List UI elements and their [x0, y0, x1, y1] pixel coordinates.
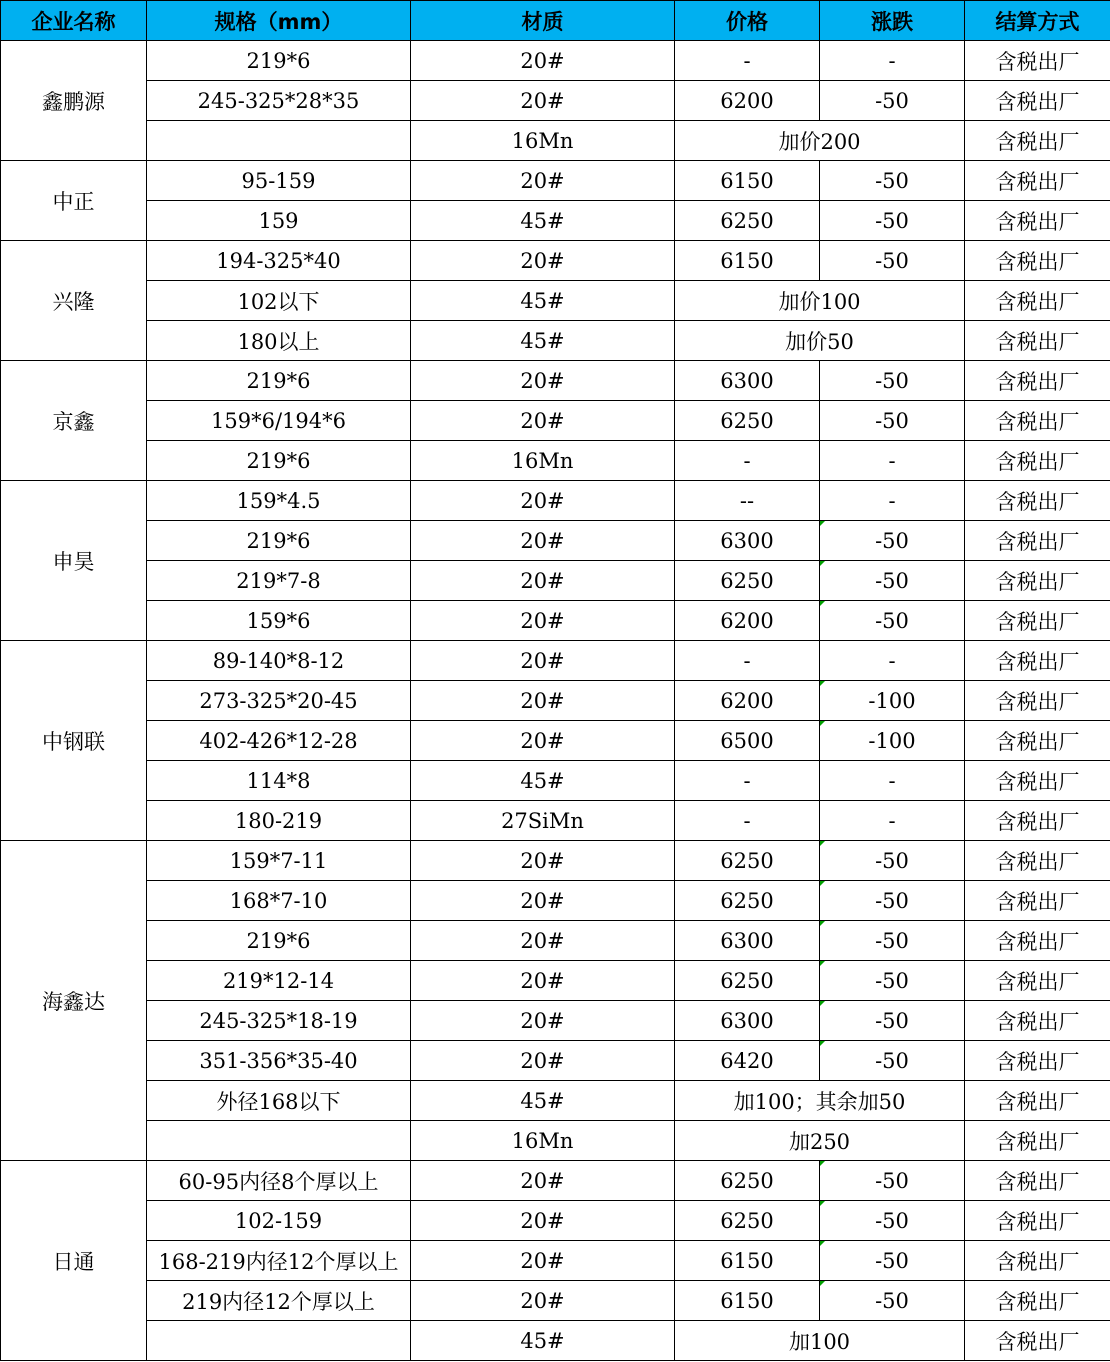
- table-row: [1, 1041, 1110, 1081]
- spec-cell: 219*7-8: [147, 561, 411, 601]
- header-material: 材质: [411, 1, 675, 41]
- change-cell: -50: [820, 1041, 965, 1081]
- spec-cell: 159*4.5: [147, 481, 411, 521]
- price-cell: 6300: [675, 921, 820, 961]
- change-cell: -50: [820, 1001, 965, 1041]
- material-cell: 20#: [411, 721, 675, 761]
- spec-cell: 245-325*28*35: [147, 81, 411, 121]
- settlement-cell: 含税出厂: [965, 761, 1110, 801]
- material-cell: 20#: [411, 601, 675, 641]
- price-note-cell: 加价100: [675, 281, 965, 321]
- table-row: [1, 961, 1110, 1001]
- table-body: [1, 41, 1110, 1361]
- change-cell: -: [820, 481, 965, 521]
- table-row: [1, 361, 1110, 401]
- company-cell: 申昊: [1, 481, 147, 641]
- company-cell: 中正: [1, 161, 147, 241]
- change-cell: -50: [820, 881, 965, 921]
- price-cell: -: [675, 801, 820, 841]
- table-row: [1, 401, 1110, 441]
- spec-cell: 219*6: [147, 41, 411, 81]
- price-cell: 6250: [675, 201, 820, 241]
- table-row: [1, 721, 1110, 761]
- table-row: [1, 281, 1110, 321]
- price-cell: 6150: [675, 1241, 820, 1281]
- material-cell: 20#: [411, 561, 675, 601]
- table-row: [1, 1201, 1110, 1241]
- change-cell: -50: [820, 81, 965, 121]
- table-row: [1, 41, 1110, 81]
- table-row: [1, 761, 1110, 801]
- change-cell: -50: [820, 521, 965, 561]
- settlement-cell: 含税出厂: [965, 921, 1110, 961]
- material-cell: 20#: [411, 1001, 675, 1041]
- material-cell: 20#: [411, 1041, 675, 1081]
- spec-cell: 外径168以下: [147, 1081, 411, 1121]
- settlement-cell: 含税出厂: [965, 681, 1110, 721]
- header-row: [1, 1, 1110, 41]
- spec-cell: 102以下: [147, 281, 411, 321]
- company-cell: 京鑫: [1, 361, 147, 481]
- spec-cell: 159*6/194*6: [147, 401, 411, 441]
- table-row: [1, 881, 1110, 921]
- change-cell: -50: [820, 1161, 965, 1201]
- settlement-cell: 含税出厂: [965, 161, 1110, 201]
- company-cell: 中钢联: [1, 641, 147, 841]
- settlement-cell: 含税出厂: [965, 1201, 1110, 1241]
- table-row: [1, 801, 1110, 841]
- price-cell: 6250: [675, 881, 820, 921]
- settlement-cell: 含税出厂: [965, 81, 1110, 121]
- change-cell: -50: [820, 161, 965, 201]
- price-cell: --: [675, 481, 820, 521]
- material-cell: 16Mn: [411, 441, 675, 481]
- settlement-cell: 含税出厂: [965, 241, 1110, 281]
- settlement-cell: 含税出厂: [965, 561, 1110, 601]
- material-cell: 45#: [411, 761, 675, 801]
- material-cell: 20#: [411, 1281, 675, 1321]
- price-cell: -: [675, 641, 820, 681]
- price-cell: -: [675, 761, 820, 801]
- price-note-cell: 加价200: [675, 121, 965, 161]
- settlement-cell: 含税出厂: [965, 601, 1110, 641]
- table-row: [1, 1281, 1110, 1321]
- material-cell: 20#: [411, 1161, 675, 1201]
- header-company: 企业名称: [1, 1, 147, 41]
- price-cell: 6200: [675, 81, 820, 121]
- company-cell: 日通: [1, 1161, 147, 1361]
- settlement-cell: 含税出厂: [965, 1041, 1110, 1081]
- price-cell: 6200: [675, 601, 820, 641]
- settlement-cell: 含税出厂: [965, 361, 1110, 401]
- settlement-cell: 含税出厂: [965, 1241, 1110, 1281]
- price-cell: 6150: [675, 1281, 820, 1321]
- material-cell: 45#: [411, 1321, 675, 1361]
- settlement-cell: 含税出厂: [965, 1161, 1110, 1201]
- table-row: [1, 201, 1110, 241]
- price-cell: 6250: [675, 401, 820, 441]
- settlement-cell: 含税出厂: [965, 1281, 1110, 1321]
- table-row: [1, 321, 1110, 361]
- spec-cell: 219*6: [147, 921, 411, 961]
- change-cell: -50: [820, 241, 965, 281]
- material-cell: 20#: [411, 361, 675, 401]
- material-cell: 20#: [411, 1201, 675, 1241]
- price-cell: 6150: [675, 161, 820, 201]
- spec-cell: 168*7-10: [147, 881, 411, 921]
- price-cell: -: [675, 41, 820, 81]
- spec-cell: 159: [147, 201, 411, 241]
- material-cell: 20#: [411, 921, 675, 961]
- table-row: [1, 81, 1110, 121]
- table-row: [1, 121, 1110, 161]
- spec-cell: 219内径12个厚以上: [147, 1281, 411, 1321]
- table-row: [1, 681, 1110, 721]
- material-cell: 20#: [411, 521, 675, 561]
- price-cell: 6250: [675, 1201, 820, 1241]
- spec-cell: 194-325*40: [147, 241, 411, 281]
- spec-cell: 219*6: [147, 441, 411, 481]
- material-cell: 20#: [411, 41, 675, 81]
- header-settlement: 结算方式: [965, 1, 1110, 41]
- spec-cell: [147, 1121, 411, 1161]
- material-cell: 20#: [411, 161, 675, 201]
- change-cell: -50: [820, 561, 965, 601]
- price-cell: 6300: [675, 1001, 820, 1041]
- material-cell: 45#: [411, 1081, 675, 1121]
- header-change: 涨跌: [820, 1, 965, 41]
- settlement-cell: 含税出厂: [965, 481, 1110, 521]
- price-note-cell: 加价50: [675, 321, 965, 361]
- change-cell: -50: [820, 601, 965, 641]
- spec-cell: [147, 1321, 411, 1361]
- settlement-cell: 含税出厂: [965, 41, 1110, 81]
- table-row: [1, 561, 1110, 601]
- table-row: [1, 1121, 1110, 1161]
- settlement-cell: 含税出厂: [965, 961, 1110, 1001]
- settlement-cell: 含税出厂: [965, 641, 1110, 681]
- material-cell: 27SiMn: [411, 801, 675, 841]
- settlement-cell: 含税出厂: [965, 521, 1110, 561]
- spec-cell: [147, 121, 411, 161]
- spec-cell: 159*6: [147, 601, 411, 641]
- table-row: [1, 641, 1110, 681]
- settlement-cell: 含税出厂: [965, 321, 1110, 361]
- table-row: [1, 241, 1110, 281]
- settlement-cell: 含税出厂: [965, 721, 1110, 761]
- spec-cell: 180-219: [147, 801, 411, 841]
- price-cell: 6250: [675, 1161, 820, 1201]
- change-cell: -50: [820, 921, 965, 961]
- spec-cell: 180以上: [147, 321, 411, 361]
- spec-cell: 114*8: [147, 761, 411, 801]
- change-cell: -50: [820, 841, 965, 881]
- material-cell: 45#: [411, 201, 675, 241]
- spec-cell: 245-325*18-19: [147, 1001, 411, 1041]
- settlement-cell: 含税出厂: [965, 881, 1110, 921]
- settlement-cell: 含税出厂: [965, 841, 1110, 881]
- material-cell: 20#: [411, 881, 675, 921]
- spec-cell: 351-356*35-40: [147, 1041, 411, 1081]
- change-cell: -50: [820, 1201, 965, 1241]
- material-cell: 20#: [411, 401, 675, 441]
- company-cell: 兴隆: [1, 241, 147, 361]
- change-cell: -: [820, 41, 965, 81]
- spec-cell: 273-325*20-45: [147, 681, 411, 721]
- price-note-cell: 加250: [675, 1121, 965, 1161]
- material-cell: 45#: [411, 281, 675, 321]
- header-price: 价格: [675, 1, 820, 41]
- material-cell: 20#: [411, 1241, 675, 1281]
- price-cell: 6500: [675, 721, 820, 761]
- price-cell: -: [675, 441, 820, 481]
- price-cell: 6250: [675, 961, 820, 1001]
- change-cell: -50: [820, 361, 965, 401]
- material-cell: 20#: [411, 681, 675, 721]
- change-cell: -50: [820, 961, 965, 1001]
- settlement-cell: 含税出厂: [965, 801, 1110, 841]
- spec-cell: 219*6: [147, 521, 411, 561]
- change-cell: -: [820, 641, 965, 681]
- table-row: [1, 161, 1110, 201]
- table-row: [1, 481, 1110, 521]
- company-cell: 海鑫达: [1, 841, 147, 1161]
- change-cell: -50: [820, 401, 965, 441]
- settlement-cell: 含税出厂: [965, 1081, 1110, 1121]
- change-cell: -100: [820, 681, 965, 721]
- change-cell: -: [820, 801, 965, 841]
- spec-cell: 168-219内径12个厚以上: [147, 1241, 411, 1281]
- change-cell: -50: [820, 1241, 965, 1281]
- spec-cell: 89-140*8-12: [147, 641, 411, 681]
- header-spec: 规格（mm）: [147, 1, 411, 41]
- price-cell: 6420: [675, 1041, 820, 1081]
- price-cell: 6150: [675, 241, 820, 281]
- material-cell: 16Mn: [411, 1121, 675, 1161]
- settlement-cell: 含税出厂: [965, 1321, 1110, 1361]
- settlement-cell: 含税出厂: [965, 201, 1110, 241]
- material-cell: 20#: [411, 641, 675, 681]
- table-row: [1, 1321, 1110, 1361]
- settlement-cell: 含税出厂: [965, 441, 1110, 481]
- price-cell: 6300: [675, 521, 820, 561]
- spec-cell: 219*12-14: [147, 961, 411, 1001]
- table-row: [1, 1081, 1110, 1121]
- material-cell: 20#: [411, 961, 675, 1001]
- price-cell: 6250: [675, 841, 820, 881]
- spec-cell: 402-426*12-28: [147, 721, 411, 761]
- price-note-cell: 加100；其余加50: [675, 1081, 965, 1121]
- table-row: [1, 1241, 1110, 1281]
- settlement-cell: 含税出厂: [965, 281, 1110, 321]
- spec-cell: 219*6: [147, 361, 411, 401]
- price-cell: 6300: [675, 361, 820, 401]
- company-cell: 鑫鹏源: [1, 41, 147, 161]
- price-note-cell: 加100: [675, 1321, 965, 1361]
- settlement-cell: 含税出厂: [965, 401, 1110, 441]
- settlement-cell: 含税出厂: [965, 1121, 1110, 1161]
- material-cell: 16Mn: [411, 121, 675, 161]
- table-row: [1, 601, 1110, 641]
- table-row: [1, 841, 1110, 881]
- change-cell: -100: [820, 721, 965, 761]
- change-cell: -: [820, 441, 965, 481]
- settlement-cell: 含税出厂: [965, 1001, 1110, 1041]
- settlement-cell: 含税出厂: [965, 121, 1110, 161]
- price-cell: 6250: [675, 561, 820, 601]
- material-cell: 20#: [411, 481, 675, 521]
- table-row: [1, 1001, 1110, 1041]
- table-row: [1, 921, 1110, 961]
- material-cell: 45#: [411, 321, 675, 361]
- table-row: [1, 1161, 1110, 1201]
- spec-cell: 60-95内径8个厚以上: [147, 1161, 411, 1201]
- change-cell: -: [820, 761, 965, 801]
- material-cell: 20#: [411, 81, 675, 121]
- spec-cell: 95-159: [147, 161, 411, 201]
- table-row: [1, 441, 1110, 481]
- spec-cell: 102-159: [147, 1201, 411, 1241]
- spec-cell: 159*7-11: [147, 841, 411, 881]
- material-cell: 20#: [411, 241, 675, 281]
- material-cell: 20#: [411, 841, 675, 881]
- table-row: [1, 521, 1110, 561]
- change-cell: -50: [820, 201, 965, 241]
- price-cell: 6200: [675, 681, 820, 721]
- change-cell: -50: [820, 1281, 965, 1321]
